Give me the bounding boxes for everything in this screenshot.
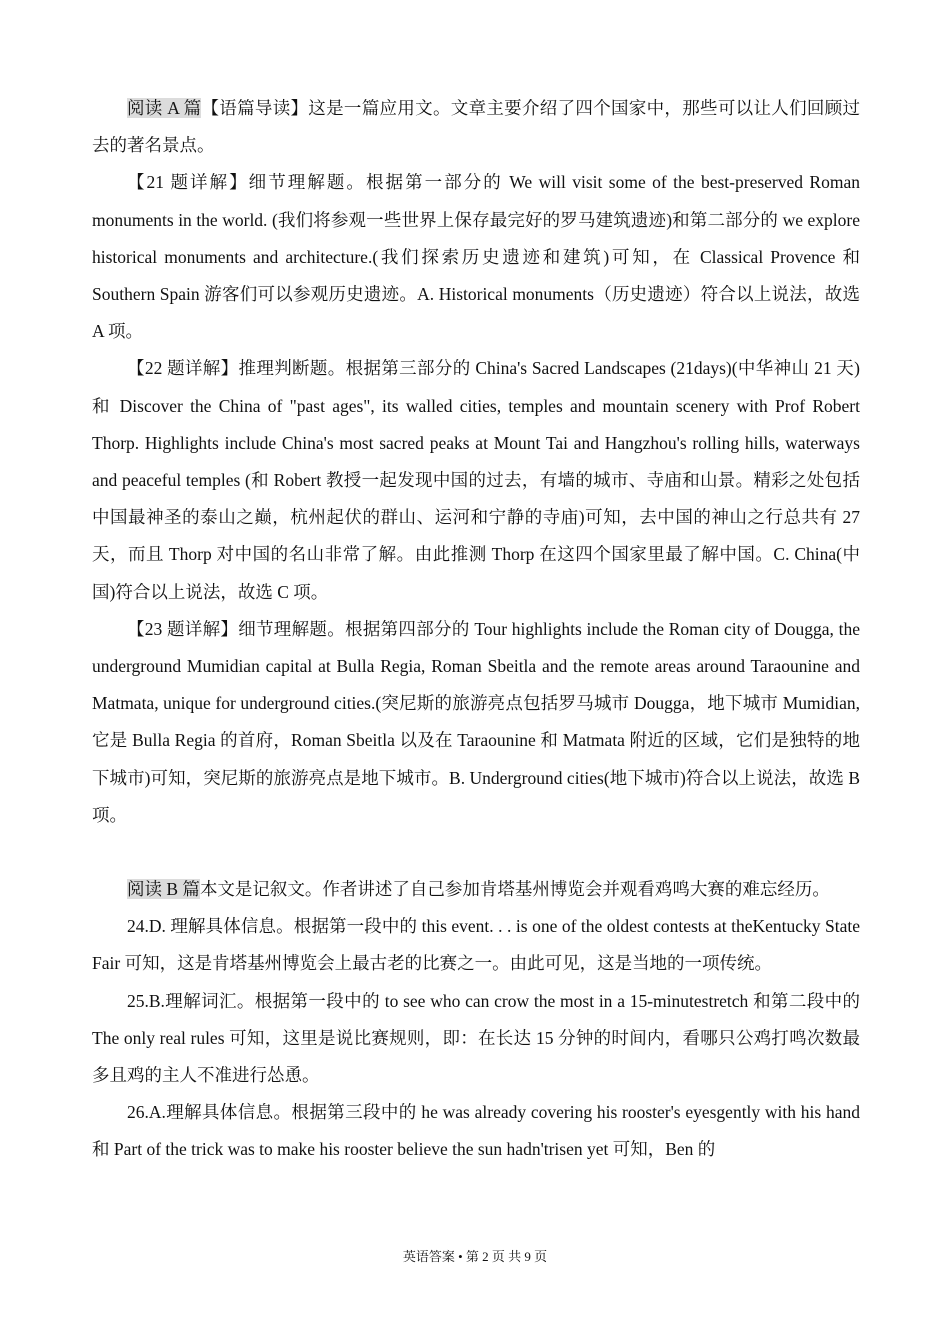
q22-explanation: 【22 题详解】推理判断题。根据第三部分的 China's Sacred Landscapes (21days)(中华神山 21 天) 和 Discover the China of "past ages", its walled cities, temples and mountain scenery with Prof Robert Thorp. Highlights include China's most sacred peaks at Mount Tai and Hangzhou's rolling hills, waterways and peaceful temples (和 Robert 教授一起发现中国的过去，有墙的城市、寺庙和山景。精彩之处包括中国最神圣的泰山之巅，杭州起伏的群山、运河和宁静的寺庙)可知，去中国的神山之行总共有 27 天，而且 Thorp 对中国的名山非常了解。由此推测 Thorp 在这四个国家里最了解中国。C. China(中国)符合以上说法，故选 C 项。 [92, 358, 860, 602]
document-body [92, 90, 860, 1169]
q25-explanation: 25.B.理解词汇。根据第一段中的 to see who can crow the most in a 15-minutestretch 和第二段中的 The only real rules 可知，这里是说比赛规则，即：在长达 15 分钟的时间内，看哪只公鸡打鸣次数最多且鸡的主人不准进行怂恿。 [92, 990, 860, 1086]
section-a-intro-text: 【语篇导读】这是一篇应用文。文章主要介绍了四个国家中，那些可以让人们回顾过去的著名景点。 [92, 98, 860, 156]
q21-explanation: 【21 题详解】细节理解题。根据第一部分的 We will visit some of the best-preserved Roman monuments in the world. (我们将参观一些世界上保存最完好的罗马建筑遗迹)和第二部分的 we explore historical monuments and architecture.(我们探索历史遗迹和建筑)可知，在 Classical Provence 和 Southern Spain 游客们可以参观历史遗迹。A. Historical monuments（历史遗迹）符合以上说法，故选 A 项。 [92, 172, 861, 342]
section-b-intro [92, 871, 860, 908]
section-a-intro [92, 90, 860, 164]
q26-explanation: 26.A.理解具体信息。根据第三段中的 he was already covering his rooster's eyesgently with his hand 和 Part of the trick was to make his rooster believe the sun hadn'trisen yet 可知，Ben 的 [92, 1102, 860, 1160]
section-gap [92, 834, 860, 871]
page-footer: 英语答案 • 第 2 页 共 9 页 [402, 1249, 548, 1264]
section-a-label: 阅读 A 篇 [127, 98, 202, 118]
q23-explanation: 【23 题详解】细节理解题。根据第四部分的 Tour highlights include the Roman city of Dougga, the underground Mumidian capital at Bulla Regia, Roman Sbeitla and the remote areas around Taraounine and Matmata, unique for underground cities.(突尼斯的旅游亮点包括罗马城市 Dougga，地下城市 Mumidian,它是 Bulla Regia 的首府，Roman Sbeitla 以及在 Taraounine 和 Matmata 附近的区域，它们是独特的地下城市)可知，突尼斯的旅游亮点是地下城市。B. Underground cities(地下城市)符合以上说法，故选 B 项。 [92, 618, 860, 825]
q24-explanation: 24.D. 理解具体信息。根据第一段中的 this event. . . is one of the oldest contests at theKentucky State Fair 可知，这是肯塔基州博览会上最古老的比赛之一。由此可见，这是当地的一项传统。 [92, 916, 860, 974]
section-b-label: 阅读 B 篇 [127, 879, 200, 900]
section-b-intro-text: 本文是记叙文。作者讲述了自己参加肯塔基州博览会并观看鸡鸣大赛的难忘经历。 [199, 879, 830, 900]
